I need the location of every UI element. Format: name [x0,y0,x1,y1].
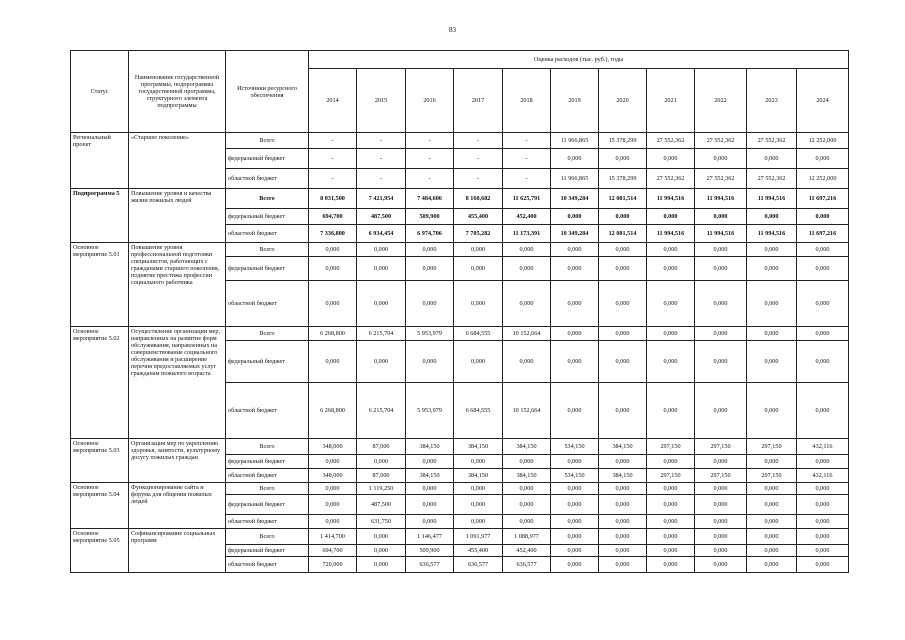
value-cell: 0,000 [647,529,695,545]
value-cell: 0,000 [695,383,747,439]
value-cell: 0,000 [406,515,454,529]
value-cell: 0,000 [695,455,747,469]
value-cell: 5 953,979 [406,327,454,341]
value-cell: 0,000 [357,341,406,383]
source-cell: Всего [226,243,309,257]
value-cell: 0,000 [599,483,647,495]
value-cell: 0,000 [797,327,849,341]
value-cell: 10 152,664 [503,327,551,341]
value-cell: 509,900 [406,545,454,557]
page-number: 83 [449,26,456,34]
value-cell: 0,000 [695,257,747,281]
value-cell: 0,000 [406,257,454,281]
status-cell: Основное мероприятие 5.03 [71,439,129,483]
value-cell: 0,000 [599,281,647,327]
source-cell: федеральный бюджет [226,545,309,557]
value-cell: 0,000 [797,529,849,545]
value-cell: - [406,149,454,169]
value-cell: - [357,149,406,169]
value-cell: 0,000 [406,483,454,495]
value-cell: 0,000 [647,209,695,225]
source-cell: областной бюджет [226,281,309,327]
value-cell: 6 215,704 [357,383,406,439]
value-cell: 0,000 [599,209,647,225]
value-cell: 0,000 [797,483,849,495]
value-cell: 0,000 [599,383,647,439]
value-cell: 0,000 [551,243,599,257]
source-cell: Всего [226,439,309,455]
value-cell: - [454,149,503,169]
value-cell: 0,000 [357,257,406,281]
source-cell: Всего [226,529,309,545]
value-cell: 297,150 [647,469,695,483]
value-cell: 384,150 [454,469,503,483]
value-cell: 0,000 [454,341,503,383]
value-cell: 534,150 [551,469,599,483]
value-cell: 384,150 [599,469,647,483]
value-cell: 11 994,516 [747,225,797,243]
value-cell: 0,000 [599,545,647,557]
value-cell: 0,000 [309,483,357,495]
value-cell: 455,400 [454,209,503,225]
value-cell: 0,000 [406,455,454,469]
value-cell: - [406,169,454,189]
value-cell: - [309,133,357,149]
value-cell: 0,000 [503,483,551,495]
table-row [71,133,849,149]
value-cell: 12 252,000 [797,133,849,149]
value-cell: 27 552,362 [647,169,695,189]
header-year: 2015 [357,69,406,133]
value-cell: 1 088,977 [503,529,551,545]
source-cell: областной бюджет [226,169,309,189]
value-cell: 7 421,954 [357,189,406,209]
value-cell: 0,000 [747,529,797,545]
value-cell: 11 173,391 [503,225,551,243]
value-cell: 297,150 [695,469,747,483]
value-cell: 0,000 [357,557,406,573]
table-row [71,529,849,545]
value-cell: 0,000 [647,149,695,169]
value-cell: - [357,133,406,149]
status-cell: Основное мероприятие 5.04 [71,483,129,529]
value-cell: 0,000 [551,209,599,225]
value-cell: 0,000 [309,257,357,281]
source-cell: областной бюджет [226,469,309,483]
value-cell: 11 994,516 [695,225,747,243]
value-cell: 0,000 [797,341,849,383]
value-cell: 0,000 [647,483,695,495]
value-cell: 0,000 [551,257,599,281]
value-cell: 0,000 [797,557,849,573]
value-cell: 0,000 [797,495,849,515]
value-cell: 636,577 [454,557,503,573]
value-cell: 87,000 [357,439,406,455]
value-cell: 0,000 [695,149,747,169]
value-cell: 0,000 [503,455,551,469]
value-cell: 297,150 [747,469,797,483]
value-cell: 0,000 [454,257,503,281]
value-cell: 0,000 [647,327,695,341]
value-cell: 0,000 [747,483,797,495]
value-cell: 694,700 [309,209,357,225]
value-cell: 0,000 [503,515,551,529]
source-cell: областной бюджет [226,515,309,529]
value-cell: 631,750 [357,515,406,529]
value-cell: 1 091,977 [454,529,503,545]
header-year: 2019 [551,69,599,133]
value-cell: 27 552,362 [695,133,747,149]
value-cell: 0,000 [551,557,599,573]
value-cell: 0,000 [454,483,503,495]
value-cell: 0,000 [695,495,747,515]
source-cell: Всего [226,483,309,495]
source-cell: федеральный бюджет [226,149,309,169]
value-cell: - [309,149,357,169]
value-cell: 0,000 [599,495,647,515]
value-cell: 0,000 [599,341,647,383]
value-cell: 11 994,516 [647,225,695,243]
status-cell: Основное мероприятие 5.05 [71,529,129,573]
value-cell: 384,150 [503,469,551,483]
value-cell: 0,000 [647,341,695,383]
value-cell: 0,000 [647,281,695,327]
value-cell: 1 414,700 [309,529,357,545]
value-cell: 1 146,477 [406,529,454,545]
value-cell: 487,500 [357,495,406,515]
value-cell: 0,000 [797,257,849,281]
value-cell: 0,000 [309,455,357,469]
value-cell: 0,000 [551,149,599,169]
header-year: 2018 [503,69,551,133]
value-cell: 0,000 [647,243,695,257]
value-cell: 452,400 [503,545,551,557]
value-cell: 0,000 [695,243,747,257]
value-cell: 0,000 [551,455,599,469]
value-cell: 27 552,362 [695,169,747,189]
value-cell: 0,000 [599,257,647,281]
value-cell: 0,000 [797,243,849,257]
status-cell: Подпрограмма 5 [71,189,129,243]
header-year: 2021 [647,69,695,133]
value-cell: 0,000 [797,515,849,529]
table-row [71,327,849,341]
source-cell: областной бюджет [226,383,309,439]
source-cell: федеральный бюджет [226,257,309,281]
status-cell: Региональный проект [71,133,129,189]
source-cell: Всего [226,133,309,149]
header-name: Наименование государственной программы, подпрограммы государственной программы, структурного элемента подпрограммы [129,51,226,133]
value-cell: 0,000 [747,327,797,341]
value-cell: 0,000 [747,149,797,169]
value-cell: 0,000 [747,243,797,257]
source-cell: Всего [226,327,309,341]
value-cell: 0,000 [503,281,551,327]
source-cell: областной бюджет [226,557,309,573]
program-name-cell: Софинансирование социальных программ [129,529,226,573]
value-cell: 5 953,979 [406,383,454,439]
value-cell: 0,000 [357,281,406,327]
value-cell: 0,000 [551,327,599,341]
value-cell: 0,000 [599,557,647,573]
value-cell: 0,000 [309,281,357,327]
value-cell: 6 934,454 [357,225,406,243]
value-cell: 297,150 [747,439,797,455]
value-cell: 11 697,216 [797,189,849,209]
header-year: 2024 [797,69,849,133]
value-cell: 0,000 [695,327,747,341]
value-cell: 0,000 [797,383,849,439]
value-cell: 0,000 [599,149,647,169]
value-cell: 0,000 [797,545,849,557]
value-cell: 6 215,704 [357,327,406,341]
program-name-cell: Функционирование сайта и форума для общения пожилых людей [129,483,226,529]
value-cell: 0,000 [454,243,503,257]
value-cell: 0,000 [797,149,849,169]
value-cell: 432,116 [797,439,849,455]
value-cell: 6 974,706 [406,225,454,243]
value-cell: 1 119,250 [357,483,406,495]
value-cell: 452,400 [503,209,551,225]
value-cell: 6 684,555 [454,327,503,341]
value-cell: 10 349,284 [551,189,599,209]
value-cell: 0,000 [747,557,797,573]
value-cell: - [503,169,551,189]
value-cell: 0,000 [357,455,406,469]
value-cell: 0,000 [309,515,357,529]
table-row [71,483,849,495]
budget-table [70,50,849,573]
value-cell: 487,500 [357,209,406,225]
value-cell: 384,150 [503,439,551,455]
value-cell: 7 336,800 [309,225,357,243]
header-year: 2022 [695,69,747,133]
value-cell: 455,400 [454,545,503,557]
value-cell: 0,000 [357,243,406,257]
value-cell: 0,000 [551,515,599,529]
value-cell: 0,000 [647,455,695,469]
header-year: 2014 [309,69,357,133]
value-cell: 0,000 [695,341,747,383]
header-status: Статус [71,51,129,133]
value-cell: 0,000 [551,529,599,545]
value-cell: 0,000 [647,383,695,439]
value-cell: 0,000 [599,455,647,469]
value-cell: 15 378,299 [599,133,647,149]
value-cell: 0,000 [454,515,503,529]
value-cell: 6 268,800 [309,327,357,341]
value-cell: 0,000 [551,341,599,383]
value-cell: 0,000 [551,281,599,327]
value-cell: 11 697,216 [797,225,849,243]
value-cell: 0,000 [695,515,747,529]
value-cell: 0,000 [695,209,747,225]
value-cell: 0,000 [797,209,849,225]
value-cell: 384,150 [406,469,454,483]
value-cell: 11 994,516 [647,189,695,209]
value-cell: 0,000 [695,529,747,545]
value-cell: 0,000 [695,545,747,557]
value-cell: 384,150 [406,439,454,455]
value-cell: 0,000 [647,495,695,515]
status-cell: Основное мероприятие 5.02 [71,327,129,439]
value-cell: 7 705,282 [454,225,503,243]
value-cell: 636,577 [406,557,454,573]
value-cell: 0,000 [406,341,454,383]
value-cell: 0,000 [695,281,747,327]
value-cell: - [357,169,406,189]
value-cell: - [503,133,551,149]
value-cell: 10 349,284 [551,225,599,243]
program-name-cell: Повышение уровня и качества жизни пожилых людей [129,189,226,243]
program-name-cell: Повышение уровня профессиональной подготовки специалистов, работающих с гражданами старшего поколения, поднятие престижа профессии социального работника [129,243,226,327]
table-row [71,439,849,455]
source-cell: областной бюджет [226,225,309,243]
value-cell: - [454,169,503,189]
value-cell: 0,000 [647,545,695,557]
value-cell: 11 994,516 [747,189,797,209]
value-cell: 0,000 [797,455,849,469]
value-cell: 27 552,362 [647,133,695,149]
value-cell: 87,000 [357,469,406,483]
table-row [71,189,849,209]
value-cell: 27 552,362 [747,133,797,149]
value-cell: - [454,133,503,149]
value-cell: 11 625,791 [503,189,551,209]
value-cell: 0,000 [797,281,849,327]
header-year: 2016 [406,69,454,133]
value-cell: 0,000 [747,495,797,515]
value-cell: 509,900 [406,209,454,225]
status-cell: Основное мероприятие 5.01 [71,243,129,327]
source-cell: федеральный бюджет [226,341,309,383]
value-cell: 10 152,664 [503,383,551,439]
value-cell: 11 994,516 [695,189,747,209]
table-row [71,243,849,257]
value-cell: 8 160,682 [454,189,503,209]
value-cell: 0,000 [309,243,357,257]
value-cell: 6 268,800 [309,383,357,439]
value-cell: 7 484,606 [406,189,454,209]
value-cell: 12 081,514 [599,189,647,209]
value-cell: 534,150 [551,439,599,455]
value-cell: 384,150 [454,439,503,455]
value-cell: 432,116 [797,469,849,483]
value-cell: 0,000 [747,545,797,557]
value-cell: 0,000 [406,243,454,257]
value-cell: 0,000 [454,455,503,469]
value-cell: - [406,133,454,149]
value-cell: 636,577 [503,557,551,573]
header-year: 2017 [454,69,503,133]
value-cell: 0,000 [747,383,797,439]
value-cell: 6 684,555 [454,383,503,439]
value-cell: 0,000 [357,529,406,545]
value-cell: 0,000 [503,243,551,257]
value-cell: 297,150 [695,439,747,455]
value-cell: 0,000 [551,383,599,439]
value-cell: 0,000 [551,483,599,495]
header-year: 2020 [599,69,647,133]
source-cell: федеральный бюджет [226,209,309,225]
header-source: Источники ресурсного обеспечения [226,51,309,133]
value-cell: 11 966,865 [551,133,599,149]
source-cell: федеральный бюджет [226,455,309,469]
program-name-cell: «Старшее поколение» [129,133,226,189]
value-cell: 348,000 [309,469,357,483]
value-cell: 0,000 [503,495,551,515]
program-name-cell: Организация мер по укреплению здоровья, занятости, культурному досугу пожилых граждан [129,439,226,483]
value-cell: 0,000 [357,545,406,557]
header-year: 2023 [747,69,797,133]
value-cell: 0,000 [647,557,695,573]
value-cell: 0,000 [599,327,647,341]
source-cell: федеральный бюджет [226,495,309,515]
value-cell: 0,000 [747,455,797,469]
value-cell: 0,000 [454,495,503,515]
value-cell: 0,000 [309,341,357,383]
value-cell: 12 252,000 [797,169,849,189]
program-name-cell: Осуществление организации мер, направленных на развитие форм обслуживания, направленных на совершенствование социального обслуживания и расширение перечня предоставляемых услуг гражданам пожилого возраста [129,327,226,439]
value-cell: 720,000 [309,557,357,573]
value-cell: 0,000 [747,209,797,225]
value-cell: 0,000 [406,495,454,515]
value-cell: 0,000 [695,557,747,573]
value-cell: 0,000 [747,281,797,327]
value-cell: 694,700 [309,545,357,557]
value-cell: 297,150 [647,439,695,455]
value-cell: 0,000 [503,341,551,383]
value-cell: 0,000 [747,515,797,529]
value-cell: 0,000 [503,257,551,281]
value-cell: 0,000 [454,281,503,327]
value-cell: 0,000 [551,545,599,557]
value-cell: 15 378,299 [599,169,647,189]
value-cell: 0,000 [747,341,797,383]
value-cell: - [309,169,357,189]
value-cell: - [503,149,551,169]
value-cell: 0,000 [747,257,797,281]
value-cell: 0,000 [551,495,599,515]
value-cell: 0,000 [406,281,454,327]
value-cell: 11 966,865 [551,169,599,189]
header-estimate: Оценка расходов (тыс. руб.), годы [309,51,849,69]
value-cell: 27 552,362 [747,169,797,189]
value-cell: 0,000 [647,515,695,529]
source-cell: Всего [226,189,309,209]
value-cell: 348,000 [309,439,357,455]
value-cell: 0,000 [599,515,647,529]
value-cell: 12 081,514 [599,225,647,243]
value-cell: 8 031,500 [309,189,357,209]
value-cell: 0,000 [695,483,747,495]
value-cell: 0,000 [599,529,647,545]
value-cell: 0,000 [647,257,695,281]
value-cell: 384,150 [599,439,647,455]
value-cell: 0,000 [309,495,357,515]
value-cell: 0,000 [599,243,647,257]
